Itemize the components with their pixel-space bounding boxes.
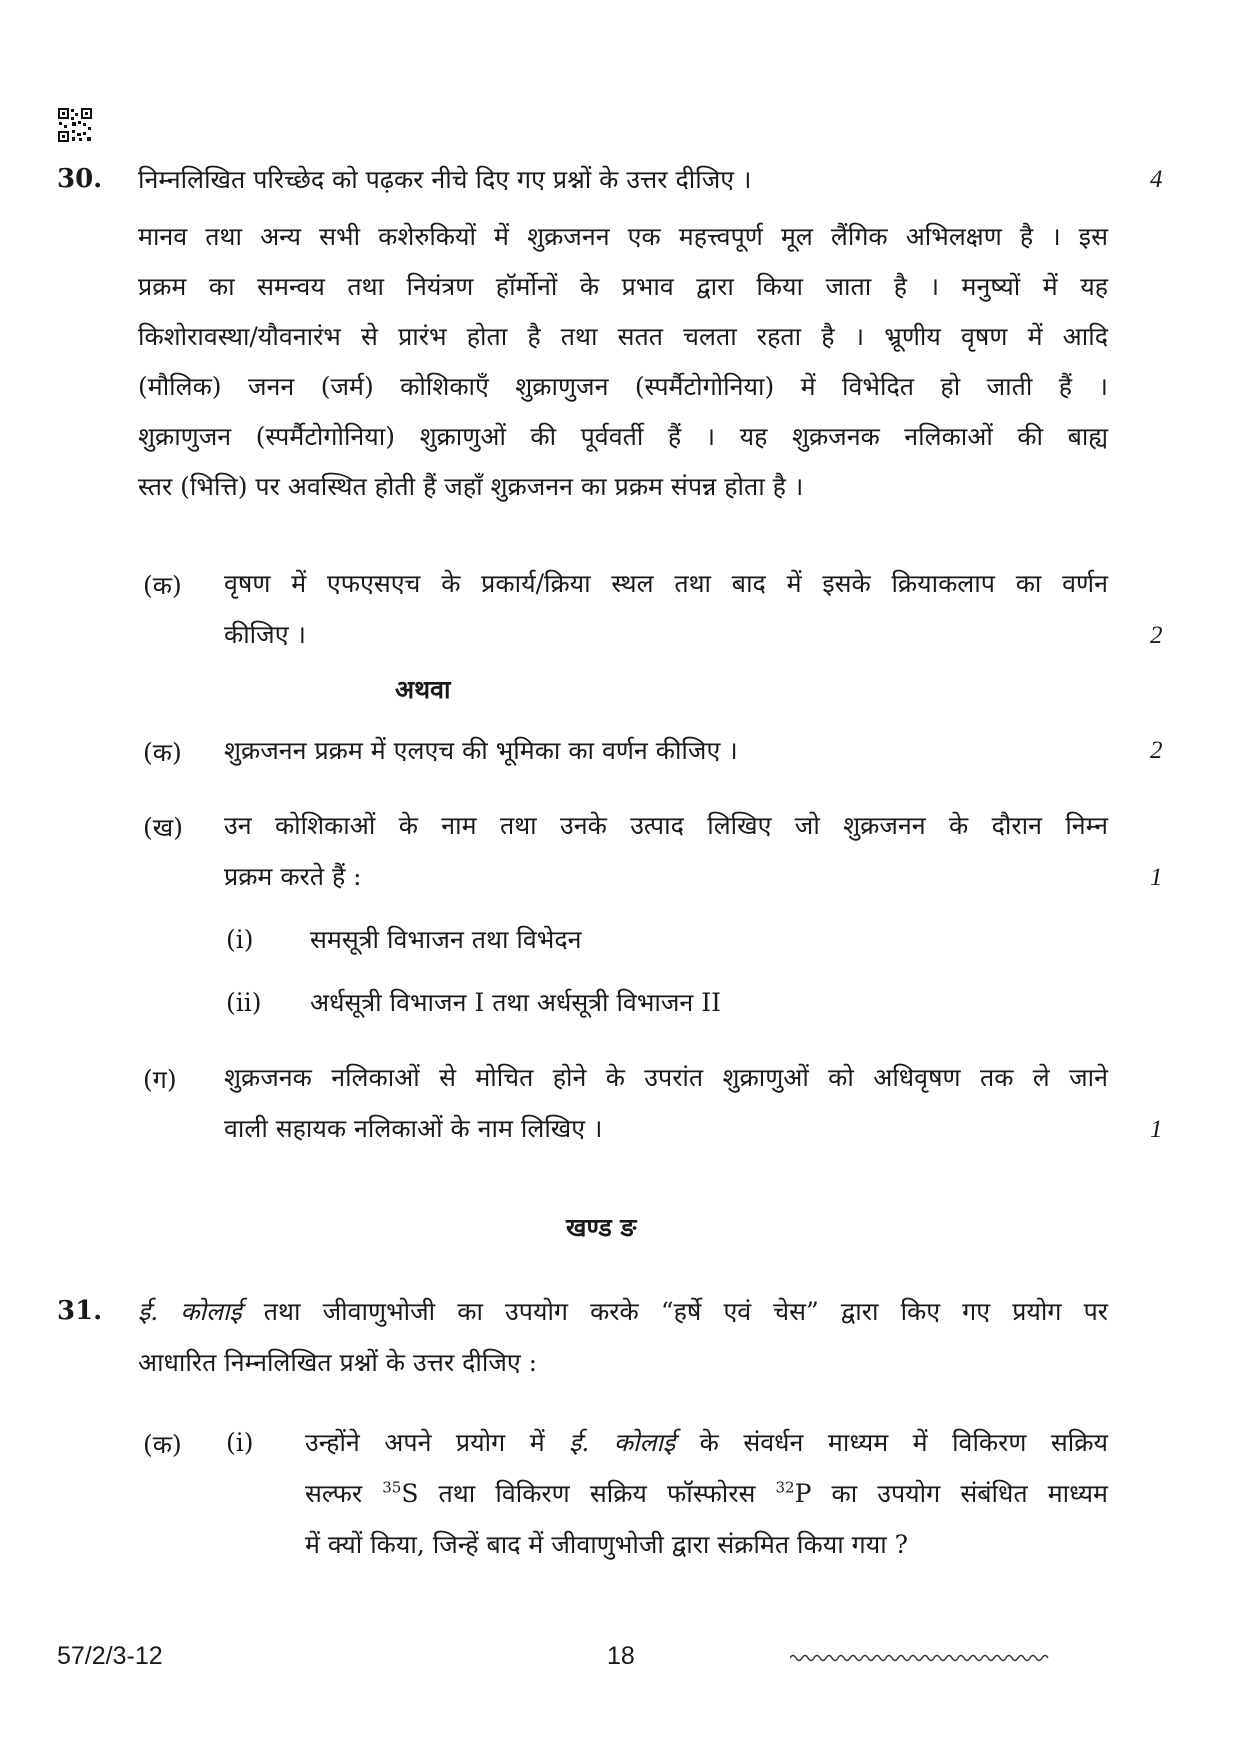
sulfur-mass-number: 35 <box>382 1478 402 1497</box>
q31-part-a-i-line2 <box>305 1478 1108 1510</box>
phosphorus-mass-number: 32 <box>775 1478 795 1497</box>
question-30-number: 30. <box>57 164 103 194</box>
q30-part-c-label: (ग) <box>143 1065 177 1094</box>
passage-line: स्तर (भित्ति) पर अवस्थित होती हैं जहाँ शुक्रजनन का प्रक्रम संपन्न होता है । <box>138 472 804 501</box>
section-heading: खण्ड ङ <box>566 1213 637 1242</box>
q30-part-b-i-label: (i) <box>226 925 254 954</box>
q30-part-a-line2: कीजिए । <box>224 620 306 649</box>
q30-part-c-marks: 1 <box>1150 1116 1163 1143</box>
q31-a-i-line1-pre: उन्होंने अपने प्रयोग में <box>305 1428 570 1457</box>
passage-line: शुक्राणुजन (स्पर्मैटोगोनिया) शुक्राणुओं की पूर्ववर्ती हैं । यह शुक्रजनक नलिकाओं की बाह्य <box>138 422 1108 451</box>
passage-line: मानव तथा अन्य सभी कशेरुकियों में शुक्रजनन एक महत्त्वपूर्ण मूल लैंगिक अभिलक्षण है । इस <box>138 222 1108 251</box>
question-31-number: 31. <box>57 1296 103 1326</box>
ecoli-italic: ई. कोलाई <box>569 1428 676 1457</box>
question-30-marks: 4 <box>1150 166 1163 193</box>
q30-part-b-ii-text: अर्धसूत्री विभाजन I तथा अर्धसूत्री विभाजन II <box>310 988 722 1017</box>
q30-part-b-line1: उन कोशिकाओं के नाम तथा उनके उत्पाद लिखिए जो शुक्रजनन के दौरान निम्न <box>224 811 1108 840</box>
question-31-line2: आधारित निम्नलिखित प्रश्नों के उत्तर दीजिए : <box>138 1348 538 1377</box>
q30-part-c-line1: शुक्रजनक नलिकाओं से मोचित होने के उपरांत शुक्राणुओं को अधिवृषण तक ले जाने <box>224 1063 1108 1092</box>
paper-code: 57/2/3-12 <box>57 1642 163 1670</box>
passage-line: किशोरावस्था/यौवनारंभ से प्रारंभ होता है तथा सतत चलता रहता है । भ्रूणीय वृषण में आदि <box>138 322 1108 351</box>
q31-a-i-line2-post: P का उपयोग संबंधित माध्यम <box>794 1479 1108 1508</box>
question-31-line1-rest: तथा जीवाणुभोजी का उपयोग करके “हर्षे एवं चेस” द्वारा किए गए प्रयोग पर <box>241 1297 1108 1326</box>
q31-part-a-i-label: (i) <box>226 1428 254 1457</box>
q31-part-a-i-line1 <box>305 1427 1108 1459</box>
q30-part-c-line2: वाली सहायक नलिकाओं के नाम लिखिए । <box>224 1114 603 1143</box>
q30-part-b-ii-label: (ii) <box>226 988 262 1017</box>
or-separator: अथवा <box>395 675 451 704</box>
q30-part-b-i-text: समसूत्री विभाजन तथा विभेदन <box>310 925 582 954</box>
q30-part-a-label: (क) <box>143 571 182 600</box>
question-30-passage <box>138 221 1108 521</box>
q30-part-b-marks: 1 <box>1150 864 1163 891</box>
q31-a-i-line2-pre: सल्फर <box>305 1479 383 1508</box>
question-31-line1 <box>138 1296 1108 1328</box>
page-number: 18 <box>607 1642 635 1670</box>
q30-part-b-label: (ख) <box>143 813 183 842</box>
q31-a-i-line1-post: के संवर्धन माध्यम में विकिरण सक्रिय <box>675 1428 1108 1457</box>
wavy-line-decoration <box>790 1652 1050 1664</box>
ecoli-italic: ई. कोलाई <box>138 1297 242 1326</box>
passage-line: (मौलिक) जनन (जर्म) कोशिकाएँ शुक्राणुजन (स्पर्मैटोगोनिया) में विभेदित हो जाती हैं । <box>138 372 1108 401</box>
q30-part-a-line1: वृषण में एफएसएच के प्रकार्य/क्रिया स्थल तथा बाद में इसके क्रियाकलाप का वर्णन <box>224 569 1108 598</box>
q30-part-a-marks: 2 <box>1150 622 1163 649</box>
qr-code-icon <box>57 107 93 143</box>
q30-part-a-alt-marks: 2 <box>1150 737 1163 764</box>
question-30-instruction: निम्नलिखित परिच्छेद को पढ़कर नीचे दिए गए प्रश्नों के उत्तर दीजिए । <box>138 165 752 194</box>
q31-a-i-line2-mid: S तथा विकिरण सक्रिय फॉस्फोरस <box>401 1479 776 1508</box>
q31-part-a-i-line3: में क्यों किया, जिन्हें बाद में जीवाणुभोजी द्वारा संक्रमित किया गया ? <box>305 1530 909 1559</box>
q30-part-b-line2: प्रक्रम करते हैं : <box>224 862 362 891</box>
q30-part-a-alt-text: शुक्रजनन प्रक्रम में एलएच की भूमिका का वर्णन कीजिए । <box>224 736 738 765</box>
q31-part-a-label: (क) <box>143 1430 182 1459</box>
q30-part-a-alt-label: (क) <box>143 738 182 767</box>
passage-line: प्रक्रम का समन्वय तथा नियंत्रण हॉर्मोनों के प्रभाव द्वारा किया जाता है । मनुष्यों में यह <box>138 272 1108 301</box>
